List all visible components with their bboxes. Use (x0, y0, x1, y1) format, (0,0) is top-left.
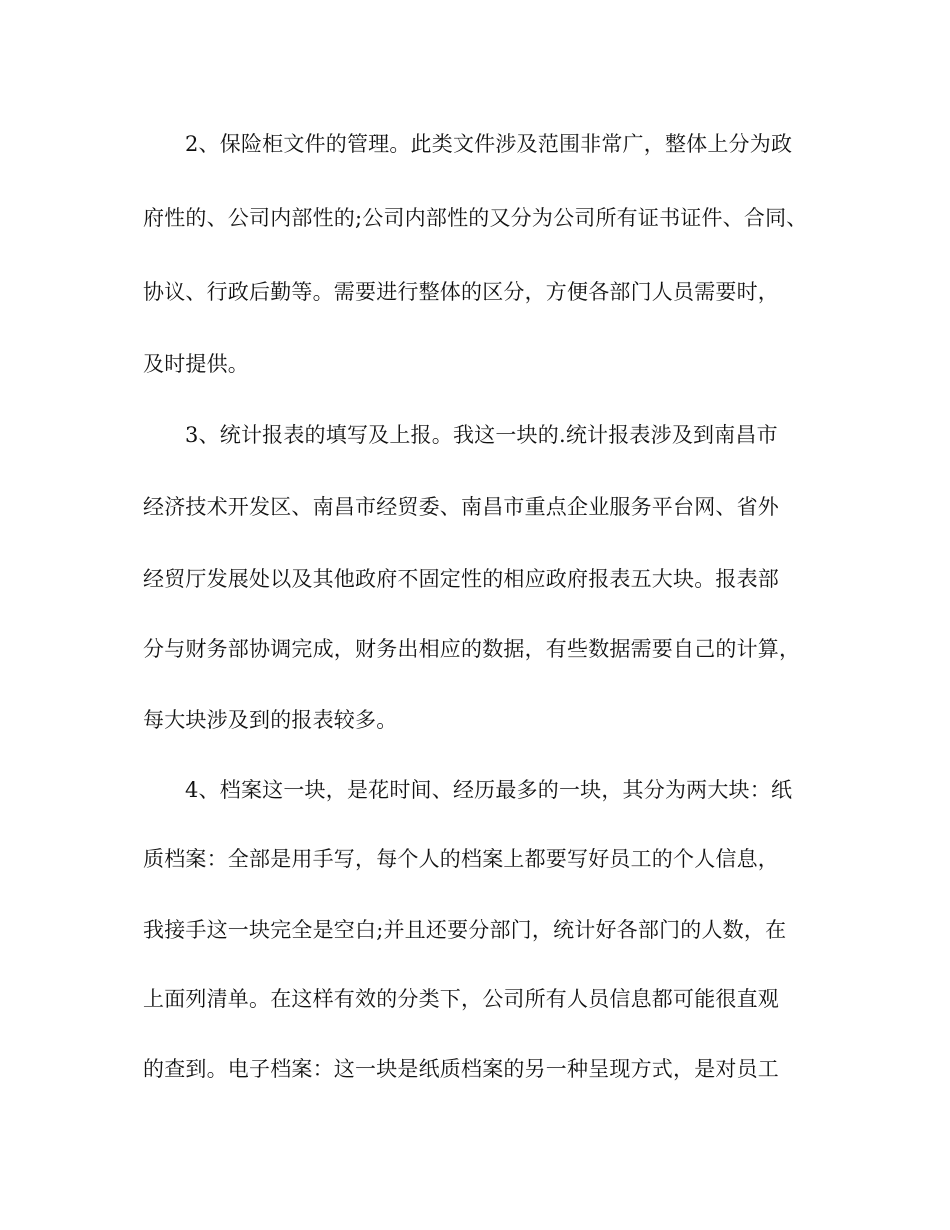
paragraph-2-line-1: 2、保险柜文件的管理。此类文件涉及范围非常广，整体上分为政 (185, 132, 793, 156)
paragraph-4-line-3: 我接手这一块完全是空白;并且还要分部门，统计好各部门的人数，在 (143, 918, 787, 942)
paragraph-3-line-1: 3、统计报表的填写及上报。我这一块的.统计报表涉及到南昌市 (185, 423, 778, 447)
paragraph-4-line-1: 4、档案这一块，是花时间、经历最多的一块，其分为两大块：纸 (185, 778, 793, 802)
paragraph-3-line-5: 每大块涉及到的报表较多。 (143, 708, 398, 732)
paragraph-2-line-4: 及时提供。 (143, 352, 249, 376)
paragraph-4-line-2: 质档案：全部是用手写，每个人的档案上都要写好员工的个人信息， (143, 847, 779, 871)
paragraph-4-line-4: 上面列清单。在这样有效的分类下，公司所有人员信息都可能很直观 (143, 987, 779, 1011)
paragraph-3-line-4: 分与财务部协调完成，财务出相应的数据，有些数据需要自己的计算， (143, 637, 801, 661)
paragraph-2-line-3: 协议、行政后勤等。需要进行整体的区分，方便各部门人员需要时， (143, 280, 779, 304)
paragraph-4-line-5: 的查到。电子档案：这一块是纸质档案的另一种呈现方式，是对员工 (143, 1057, 779, 1081)
paragraph-3-line-2: 经济技术开发区、南昌市经贸委、南昌市重点企业服务平台网、省外 (143, 495, 779, 519)
paragraph-2-line-2: 府性的、公司内部性的;公司内部性的又分为公司所有证书证件、合同、 (143, 206, 808, 230)
paragraph-3-line-3: 经贸厅发展处以及其他政府不固定性的相应政府报表五大块。报表部 (143, 567, 779, 591)
